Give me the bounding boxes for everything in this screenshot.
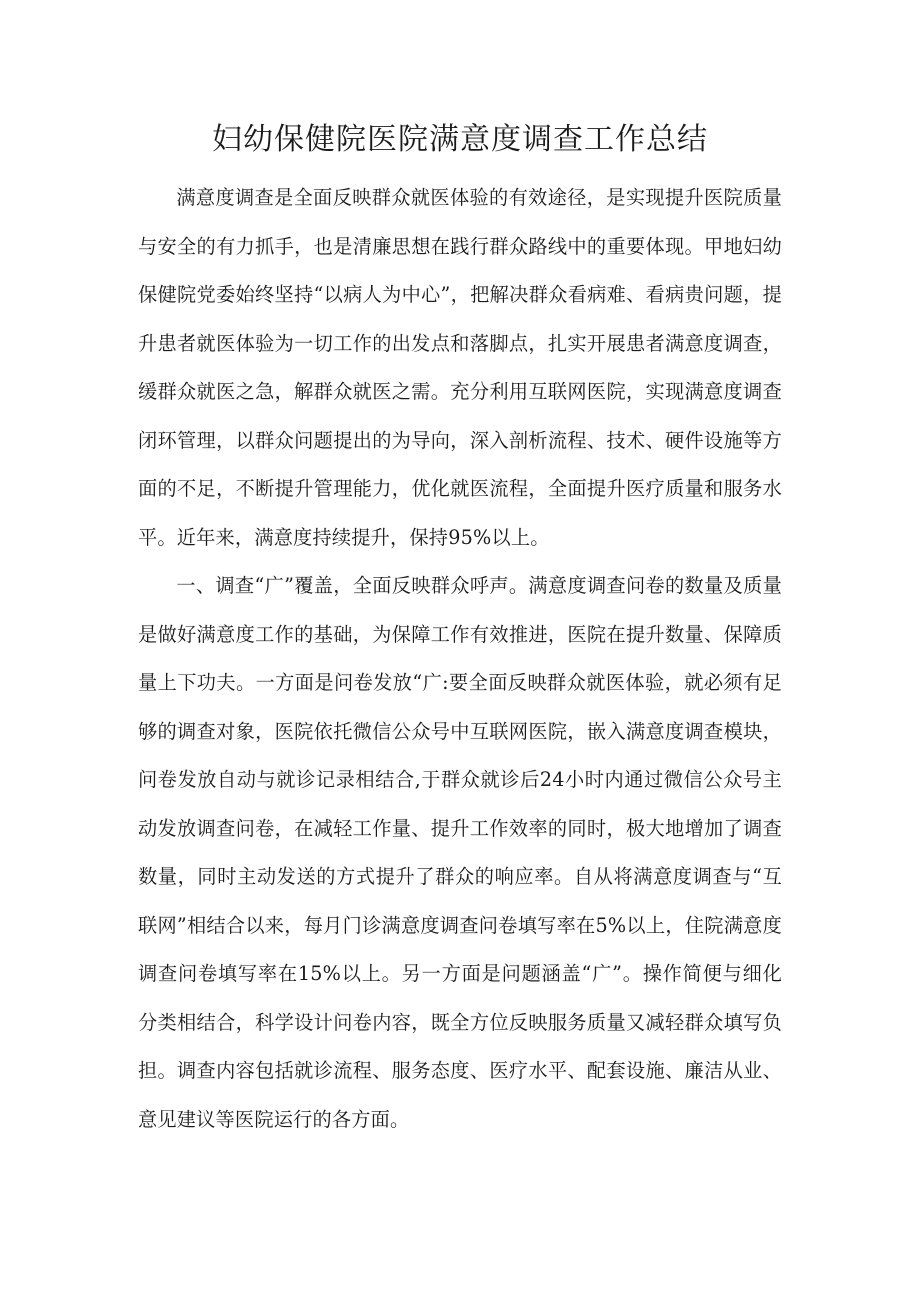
document-title: 妇幼保健院医院满意度调查工作总结: [212, 122, 708, 157]
paragraph-intro: 满意度调查是全面反映群众就医体验的有效途径，是实现提升医院质量与安全的有力抓手，也是清廉思想在践行群众路线中的重要体现。甲地妇幼保健院党委始终坚持“以病人为中心”，把解决群众看病难、看病贵问题，提升患者就医体验为一切工作的出发点和落脚点，扎实开展患者满意度调查，缓群众就医之急，解群众就医之需。充分利用互联网医院，实现满意度调查闭环管理，以群众问题提出的为导向，深入剖析流程、技术、硬件设施等方面的不足，不断提升管理能力，优化就医流程，全面提升医疗质量和服务水平。近年来，满意度持续提升，保持95%以上。: [138, 186, 782, 549]
paragraph-section-1: 一、调查“广”覆盖，全面反映群众呼声。满意度调查问卷的数量及质量是做好满意度工作的基础，为保障工作有效推进，医院在提升数量、保障质量上下功夫。一方面是问卷发放“广:要全面反映群众就医体验，就必须有足够的调查对象，医院依托微信公众号中互联网医院，嵌入满意度调查模块，问卷发放自动与就诊记录相结合,于群众就诊后24小时内通过微信公众号主动发放调查问卷，在减轻工作量、提升工作效率的同时，极大地增加了调查数量，同时主动发送的方式提升了群众的响应率。自从将满意度调查与“互联网”相结合以来，每月门诊满意度调查问卷填写率在5%以上，住院满意度调查问卷填写率在15%以上。另一方面是问题涵盖“广”。操作简便与细化分类相结合，科学设计问卷内容，既全方位反映服务质量又减轻群众填写负担。调查内容包括就诊流程、服务态度、医疗水平、配套设施、廉洁从业、意见建议等医院运行的各方面。: [138, 574, 782, 1131]
